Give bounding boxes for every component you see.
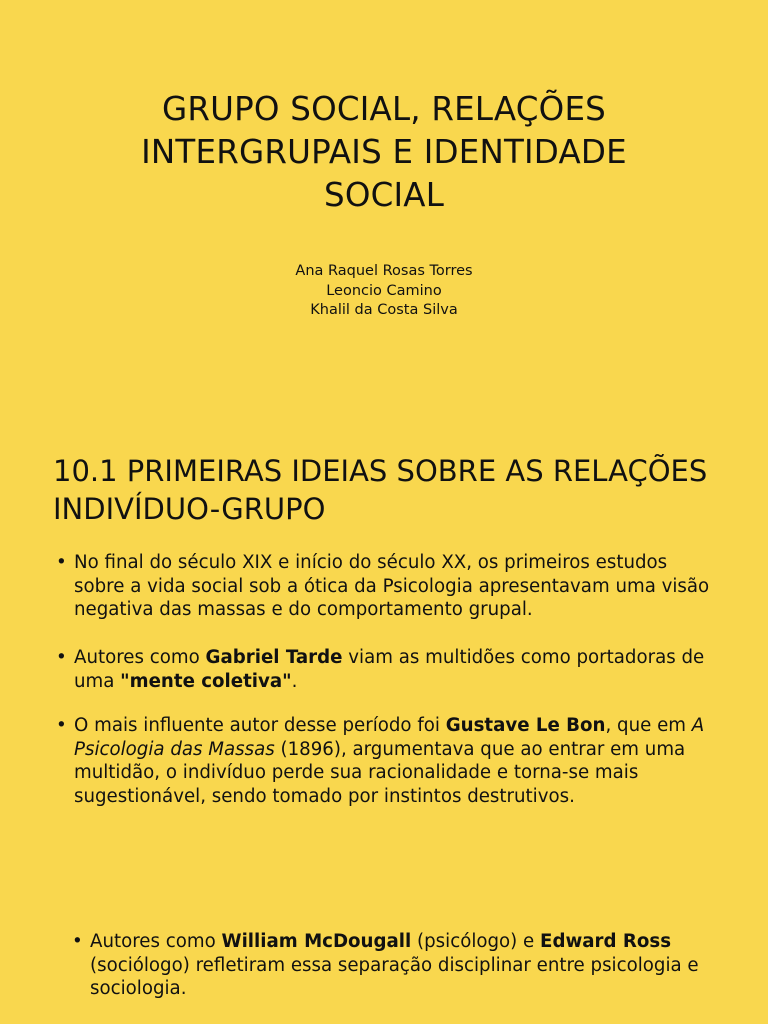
bullet-marker: • (56, 647, 67, 668)
bullet-text: No final do século XIX e início do século XX, os primeiros estudos sobre a vida social sob a ótica da Psicologia apresentavam uma visão negativa das massas e do comportamento grupal. (74, 552, 710, 621)
section-heading: 10.1 PRIMEIRAS IDEIAS SOBRE AS RELAÇÕES INDIVÍDUO-GRUPO (53, 454, 708, 526)
author-list (184, 262, 584, 321)
bullet-item (72, 930, 712, 1001)
bullet-text-part: viam as multidões como portadoras de uma (74, 647, 705, 692)
bullet-text-part: , que em (605, 715, 692, 736)
bullet-list (56, 646, 716, 693)
bullet-text-part: Autores como (90, 931, 222, 952)
bullet-list (72, 930, 712, 1001)
author-name-bold: Gabriel Tarde (205, 647, 343, 668)
bullet-item (56, 646, 716, 693)
bullet-text-part: Autores como (74, 647, 206, 668)
bullet-text-part: O mais influente autor desse período foi (74, 715, 446, 736)
key-term-bold: "mente coletiva" (120, 670, 292, 692)
bullet-marker: • (72, 931, 83, 952)
bullet-text-part: . (291, 670, 298, 692)
author-name-bold: Edward Ross (540, 931, 672, 952)
author-name: Leoncio Camino (326, 282, 442, 299)
bullet-item (56, 551, 716, 622)
bullet-list (56, 714, 716, 808)
author-name: Ana Raquel Rosas Torres (295, 263, 473, 279)
bullet-list (56, 551, 716, 622)
bullet-text-part: (sociólogo) refletiram essa separação disciplinar entre psicologia e sociologia. (90, 954, 699, 1000)
author-name-bold: William McDougall (221, 931, 412, 952)
bullet-text-part: (1896), argumentava que ao entrar em uma multidão, o indivíduo perde sua racionalidade e torna-se mais sugestionável, sendo tomado por instintos destrutivos. (74, 738, 686, 807)
bullet-marker: • (56, 552, 67, 573)
bullet-text-part: (psicólogo) e (411, 931, 541, 952)
author-name-bold: Gustave Le Bon (445, 715, 606, 736)
author-name: Khalil da Costa Silva (310, 302, 458, 318)
slide-title: GRUPO SOCIAL, RELAÇÕES INTERGRUPAIS E IDENTIDADE SOCIAL (141, 90, 627, 214)
bullet-item (56, 714, 716, 808)
book-title-italic: A Psicologia das Massas (74, 715, 705, 760)
bullet-marker: • (56, 715, 67, 736)
